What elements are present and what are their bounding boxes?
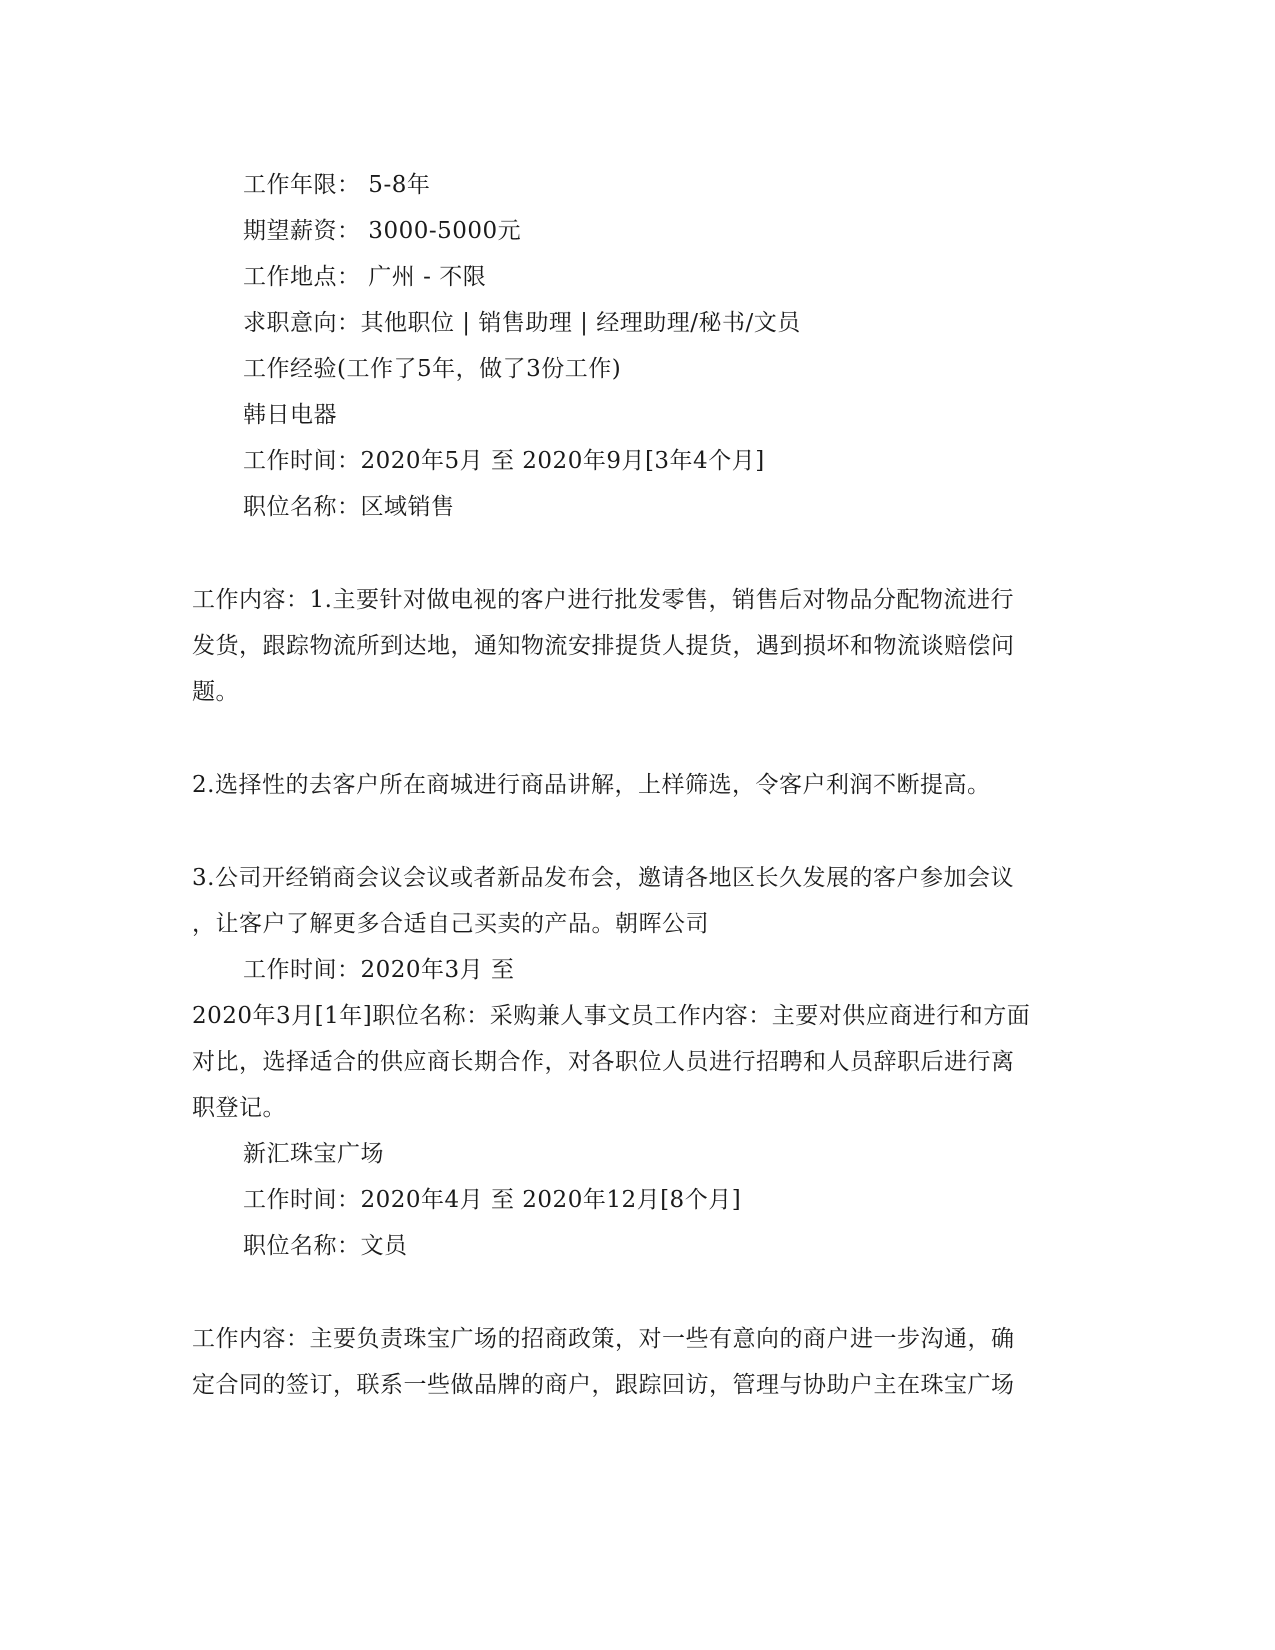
- job-content-line: 工作内容：1.主要针对做电视的客户进行批发零售，销售后对物品分配物流进行: [192, 587, 1014, 613]
- expected-salary: 期望薪资： 3000-5000元: [243, 218, 522, 244]
- job-title-3: 职位名称：文员: [243, 1233, 408, 1259]
- job-content-line: 定合同的签订，联系一些做品牌的商户，跟踪回访，管理与协助户主在珠宝广场: [192, 1372, 1015, 1398]
- job-intention: 求职意向：其他职位 | 销售助理 | 经理助理/秘书/文员: [243, 310, 801, 336]
- work-period-3: 工作时间：2020年4月 至 2020年12月[8个月]: [243, 1187, 742, 1213]
- work-period-2: 工作时间：2020年3月 至: [243, 957, 515, 983]
- work-period-1: 工作时间：2020年5月 至 2020年9月[3年4个月]: [243, 448, 765, 474]
- work-location: 工作地点： 广州 - 不限: [243, 264, 487, 290]
- company-name-1: 韩日电器: [243, 402, 337, 428]
- job-content-line: 3.公司开经销商会议会议或者新品发布会，邀请各地区长久发展的客户参加会议: [192, 865, 1014, 891]
- job-content-line: 职登记。: [192, 1095, 286, 1121]
- job-content-line: 工作内容：主要负责珠宝广场的招商政策，对一些有意向的商户进一步沟通，确: [192, 1326, 1015, 1352]
- company-name-3: 新汇珠宝广场: [243, 1141, 384, 1167]
- work-experience-heading: 工作经验(工作了5年，做了3份工作): [243, 356, 622, 382]
- work-years: 工作年限： 5-8年: [243, 172, 431, 198]
- job-content-line: 题。: [192, 679, 239, 705]
- job-content-line: 对比，选择适合的供应商长期合作，对各职位人员进行招聘和人员辞职后进行离: [192, 1049, 1015, 1075]
- job-content-line: 2020年3月[1年]职位名称：采购兼人事文员工作内容：主要对供应商进行和方面: [192, 1003, 1031, 1029]
- job-content-line: 2.选择性的去客户所在商城进行商品讲解，上样筛选，令客户利润不断提高。: [192, 772, 991, 798]
- job-content-line: ，让客户了解更多合适自己买卖的产品。朝晖公司: [192, 911, 709, 937]
- job-content-line: 发货，跟踪物流所到达地，通知物流安排提货人提货，遇到损坏和物流谈赔偿问: [192, 633, 1015, 659]
- job-title-1: 职位名称：区域销售: [243, 494, 455, 520]
